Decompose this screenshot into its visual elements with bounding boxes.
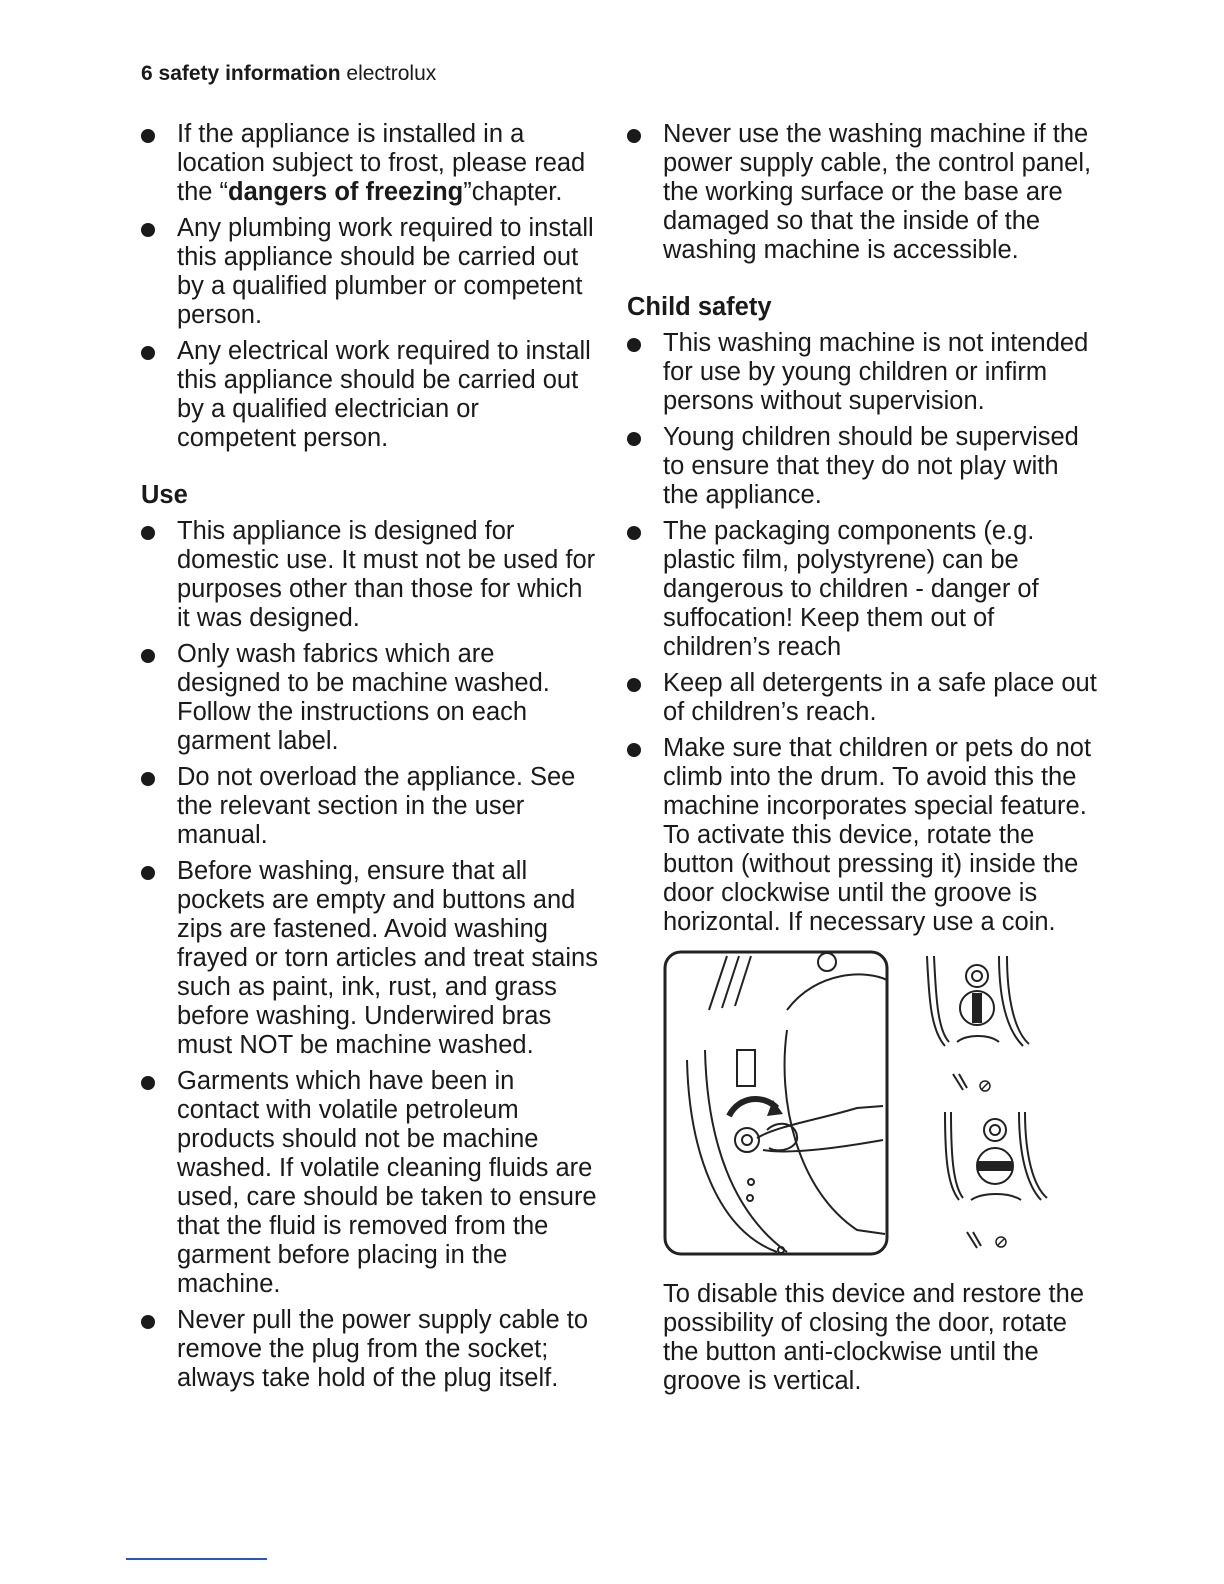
list-item: Young children should be supervised to ensure that they do not play with the appliance. <box>627 423 1097 510</box>
intro-list <box>141 120 601 453</box>
section-title: safety information <box>158 62 341 85</box>
list-item: Make sure that children or pets do not climb into the drum. To avoid this the machine incorporates special feature. To activate this device, rotate the button (without pressing it) inside the door clockwise until the groove is horizontal. If necessary use a coin. <box>627 734 1097 937</box>
brand-name: electrolux <box>346 62 437 85</box>
bullet-icon <box>141 129 155 143</box>
bullet-icon <box>627 526 641 540</box>
hinge-circle <box>818 953 836 971</box>
bullet-icon <box>141 346 155 360</box>
lock-knob-icon <box>735 1128 759 1152</box>
list-item: Only wash fabrics which are designed to be machine washed. Follow the instructions on each garment label. <box>141 640 601 756</box>
page-number: 6 <box>141 62 153 85</box>
right-column <box>627 120 1097 1396</box>
list-item: Any plumbing work required to install this appliance should be carried out by a qualified plumber or competent person. <box>141 214 601 330</box>
page-header <box>141 60 436 88</box>
top-list <box>627 120 1097 265</box>
bullet-icon <box>141 223 155 237</box>
list-item: If the appliance is installed in a location subject to frost, please read the “dangers of freezing”chapter. <box>141 120 601 207</box>
child-lock-illustration <box>627 950 1077 1260</box>
child-safety-list <box>627 329 1097 937</box>
closing-paragraph: To disable this device and restore the possibility of closing the door, rotate the button anti-clockwise until the groove is vertical. <box>663 1280 1084 1395</box>
list-item: Never pull the power supply cable to remove the plug from the socket; always take hold of the plug itself. <box>141 1306 601 1393</box>
bullet-icon <box>141 772 155 786</box>
list-item: The packaging components (e.g. plastic film, polystyrene) can be dangerous to children - danger of suffocation! Keep them out of children’s reach <box>627 517 1097 662</box>
latch-icon <box>737 1050 755 1086</box>
bullet-icon <box>141 1076 155 1090</box>
bullet-icon <box>627 678 641 692</box>
knob-detail-vertical <box>927 956 1029 1091</box>
bullet-icon <box>627 338 641 352</box>
bullet-icon <box>627 129 641 143</box>
knob-detail-horizontal <box>945 1112 1047 1248</box>
bullet-icon <box>627 743 641 757</box>
footer-rule <box>126 1558 267 1560</box>
list-item: Garments which have been in contact with volatile petroleum products should not be machine washed. If volatile cleaning fluids are used, care should be taken to ensure that the fluid is removed from the garment before placing in the machine. <box>141 1067 601 1299</box>
hatch-lines <box>709 956 751 1010</box>
bullet-icon <box>141 526 155 540</box>
list-item: This appliance is designed for domestic use. It must not be used for purposes other than those for which it was designed. <box>141 517 601 633</box>
use-heading: Use <box>141 481 188 509</box>
list-item: This washing machine is not intended for use by young children or infirm persons without supervision. <box>627 329 1097 416</box>
left-column <box>141 120 601 1400</box>
list-item: Do not overload the appliance. See the relevant section in the user manual. <box>141 763 601 850</box>
bullet-icon <box>141 649 155 663</box>
chapter-reference: dangers of freezing <box>228 178 464 206</box>
list-item: Before washing, ensure that all pockets are empty and buttons and zips are fastened. Avoid washing frayed or torn articles and treat stains such as paint, ink, rust, and grass before washing. Underwired bras must NOT be machine washed. <box>141 857 601 1060</box>
bullet-icon <box>627 432 641 446</box>
bullet-icon <box>141 866 155 880</box>
list-item: Any electrical work required to install this appliance should be carried out by a qualified electrician or competent person. <box>141 337 601 453</box>
use-list <box>141 517 601 1393</box>
list-item: Keep all detergents in a safe place out of children’s reach. <box>627 669 1097 727</box>
bullet-icon <box>141 1315 155 1329</box>
child-lock-diagram <box>627 950 1077 1260</box>
child-safety-heading: Child safety <box>627 293 772 321</box>
door-edge-outer <box>687 1060 777 1252</box>
list-item: Never use the washing machine if the power supply cable, the control panel, the working surface or the base are damaged so that the inside of the washing machine is accessible. <box>627 120 1097 265</box>
drum-rim <box>785 1030 885 1234</box>
